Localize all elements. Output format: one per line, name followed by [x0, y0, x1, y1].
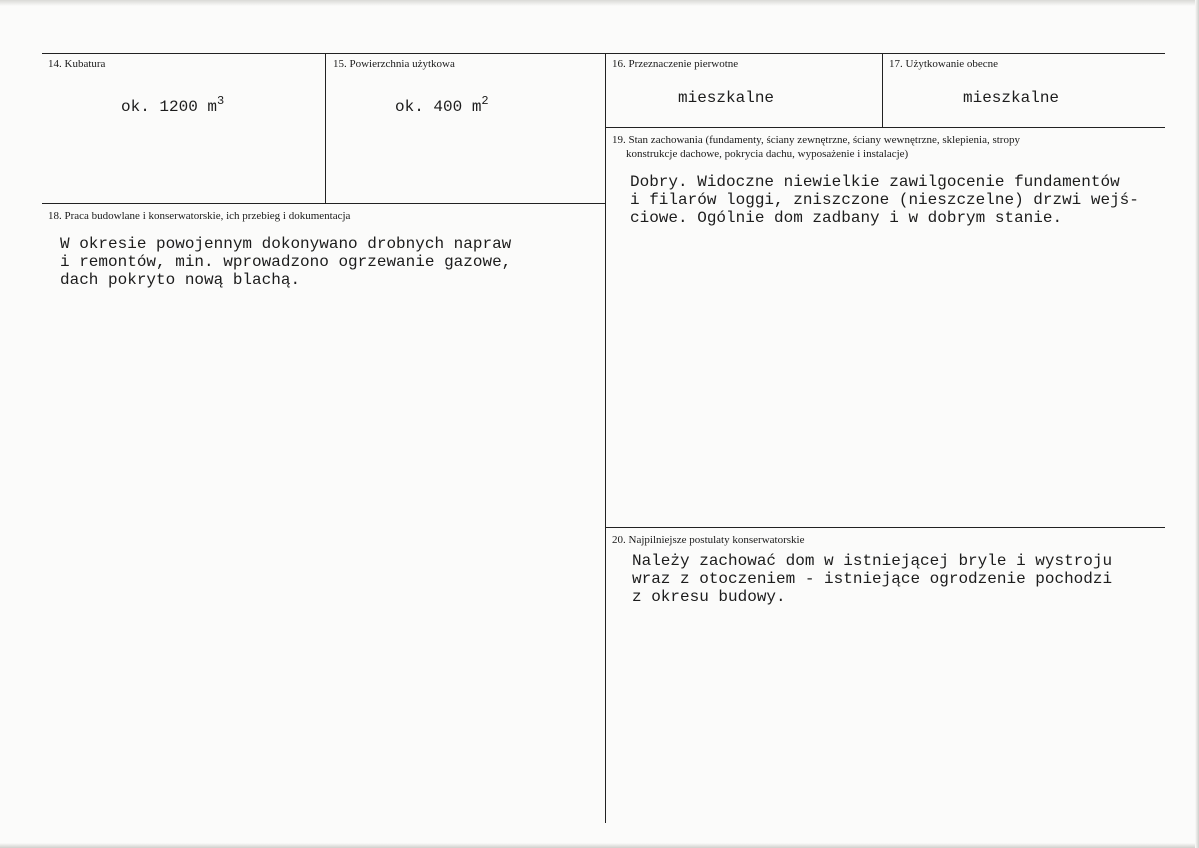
field-19-text-line3: ciowe. Ogólnie dom zadbany i w dobrym stanie.: [630, 209, 1063, 227]
paper-top-edge: [0, 0, 1199, 6]
field-15-label: 15. Powierzchnia użytkowa: [333, 58, 455, 70]
field-20-text-line3: z okresu budowy.: [632, 588, 786, 606]
field-16-label: 16. Przeznaczenie pierwotne: [612, 58, 739, 70]
row-divider-left: [42, 203, 606, 204]
field-20-label: 20. Najpilniejsze postulaty konserwatorskie: [612, 534, 805, 546]
field-18-text-line2: i remontów, min. wprowadzono ogrzewanie gazowe,: [60, 253, 512, 271]
field-18-label: 18. Praca budowlane i konserwatorskie, ich przebieg i dokumentacja: [48, 210, 351, 222]
field-18-text-line3: dach pokryto nową blachą.: [60, 271, 301, 289]
field-19-label-line1: 19. Stan zachowania (fundamenty, ściany zewnętrzne, ściany wewnętrzne, sklepienia, stropy: [612, 134, 1020, 146]
paper-bottom-edge: [0, 843, 1199, 848]
field-14-value: [121, 94, 225, 116]
field-14-unit-exponent: 3: [217, 94, 225, 108]
row-divider-right-upper: [606, 127, 1165, 128]
col-divider-14-15: [325, 53, 326, 203]
field-19-text-line2: i filarów loggi, zniszczone (nieszczelne) drzwi wejś-: [630, 191, 1139, 209]
field-14-value-text: ok. 1200 m: [121, 98, 218, 116]
paper-right-edge: [1195, 0, 1199, 848]
field-17-value: mieszkalne: [963, 89, 1060, 107]
field-15-value: [395, 94, 489, 116]
field-15-unit-exponent: 2: [481, 94, 489, 108]
col-divider-16-17: [882, 53, 883, 127]
row-divider-right-lower: [606, 527, 1165, 528]
top-rule: [42, 53, 1165, 54]
field-19-text-line1: Dobry. Widoczne niewielkie zawilgocenie fundamentów: [630, 173, 1120, 191]
col-divider-main: [605, 53, 606, 823]
field-15-value-text: ok. 400 m: [395, 98, 482, 116]
field-14-label: 14. Kubatura: [48, 58, 106, 70]
field-20-text-line2: wraz z otoczeniem - istniejące ogrodzenie pochodzi: [632, 570, 1113, 588]
field-19-label-line2: konstrukcje dachowe, pokrycia dachu, wyposażenie i instalacje): [626, 148, 909, 160]
field-18-text-line1: W okresie powojennym dokonywano drobnych napraw: [60, 235, 512, 253]
field-16-value: mieszkalne: [678, 89, 775, 107]
field-17-label: 17. Użytkowanie obecne: [889, 58, 999, 70]
field-20-text-line1: Należy zachować dom w istniejącej bryle i wystroju: [632, 552, 1113, 570]
